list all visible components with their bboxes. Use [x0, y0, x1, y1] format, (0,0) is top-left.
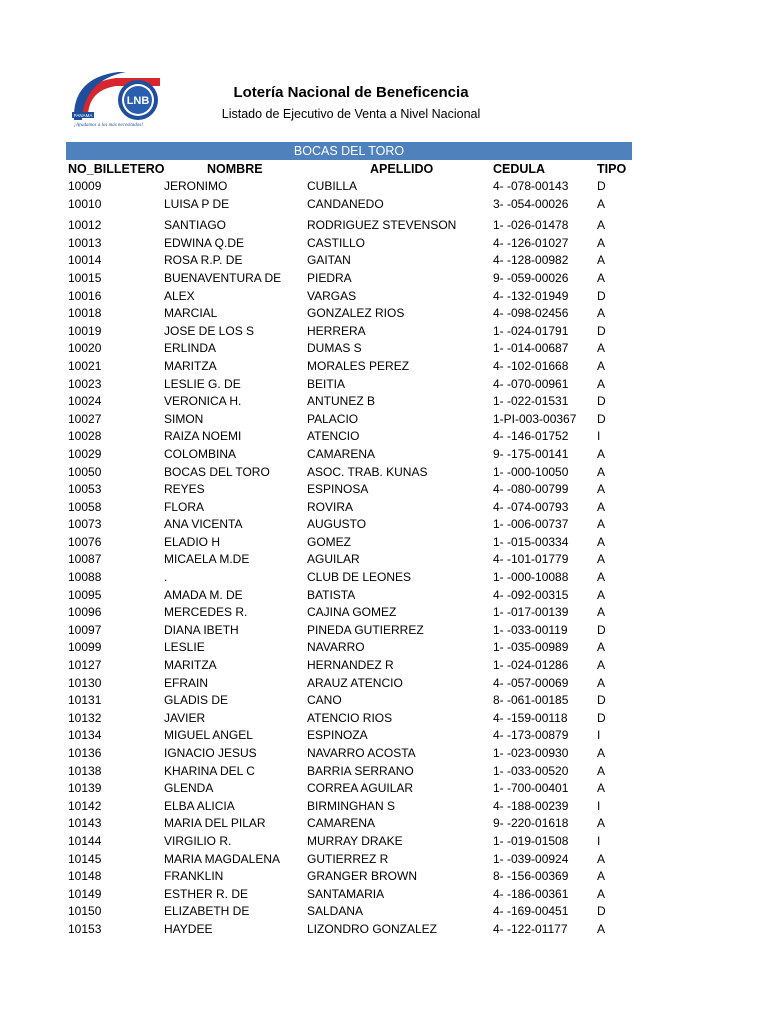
cell-tipo: A: [597, 640, 606, 655]
cell-tipo: I: [597, 728, 601, 743]
cell-apellido: CAMARENA: [307, 816, 376, 831]
cell-no-billetero: 10149: [68, 886, 102, 901]
table-row: [0, 851, 768, 869]
cell-cedula: 1- -700-00401: [493, 781, 569, 796]
cell-apellido: CORREA AGUILAR: [307, 781, 414, 796]
cell-nombre: ELIZABETH DE: [164, 904, 250, 919]
cell-no-billetero: 10053: [68, 482, 102, 497]
cell-no-billetero: 10150: [68, 904, 102, 919]
cell-apellido: DUMAS S: [307, 341, 362, 356]
cell-no-billetero: 10018: [68, 306, 102, 321]
cell-tipo: D: [597, 179, 606, 193]
cell-apellido: CAJINA GOMEZ: [307, 605, 397, 620]
cell-no-billetero: 10012: [68, 218, 102, 233]
cell-tipo: A: [597, 886, 606, 901]
cell-cedula: 3- -054-00026: [493, 196, 569, 211]
cell-cedula: 1- -022-01531: [493, 394, 569, 409]
column-header-cedula: CEDULA: [493, 162, 546, 176]
cell-nombre: MARIA MAGDALENA: [164, 851, 281, 866]
table-row: [0, 499, 768, 517]
cell-nombre: .: [164, 570, 168, 585]
table-row: [0, 745, 768, 763]
cell-apellido: GUTIERREZ R: [307, 851, 389, 866]
logo-text: LNB: [126, 95, 150, 107]
cell-apellido: AUGUSTO: [307, 517, 367, 532]
cell-nombre: RAIZA NOEMI: [164, 429, 242, 444]
cell-tipo: D: [597, 323, 606, 338]
cell-tipo: D: [597, 411, 606, 426]
cell-apellido: SALDANA: [307, 904, 364, 919]
cell-tipo: A: [597, 218, 606, 233]
lnb-logo: [70, 70, 166, 128]
cell-apellido: HERRERA: [307, 323, 366, 338]
table-row: [0, 780, 768, 798]
cell-apellido: GAITAN: [307, 253, 351, 268]
cell-cedula: 9- -220-01618: [493, 816, 569, 831]
table-row: [0, 639, 768, 657]
cell-apellido: ANTUNEZ B: [307, 394, 376, 409]
table-row: [0, 305, 768, 323]
cell-nombre: MARITZA: [164, 658, 217, 673]
cell-no-billetero: 10148: [68, 869, 102, 884]
cell-tipo: A: [597, 306, 606, 321]
table-row: [0, 481, 768, 499]
cell-cedula: 4- -146-01752: [493, 429, 569, 444]
cell-cedula: 4- -092-00315: [493, 587, 569, 602]
cell-tipo: A: [597, 921, 606, 936]
cell-apellido: MURRAY DRAKE: [307, 833, 403, 848]
cell-tipo: A: [597, 358, 606, 373]
cell-nombre: VERONICA H.: [164, 394, 242, 409]
cell-apellido: SANTAMARIA: [307, 886, 385, 901]
cell-apellido: HERNANDEZ R: [307, 658, 394, 673]
cell-cedula: 9- -059-00026: [493, 270, 569, 285]
cell-apellido: AGUILAR: [307, 552, 360, 567]
cell-tipo: A: [597, 763, 606, 778]
cell-no-billetero: 10153: [68, 921, 102, 936]
cell-cedula: 4- -101-01779: [493, 552, 569, 567]
cell-tipo: A: [597, 851, 606, 866]
cell-cedula: 1- -039-00924: [493, 851, 569, 866]
table-row: [0, 692, 768, 710]
cell-apellido: NAVARRO ACOSTA: [307, 746, 416, 760]
table-row: [0, 763, 768, 781]
cell-apellido: LIZONDRO GONZALEZ: [307, 921, 438, 936]
cell-nombre: MARIA DEL PILAR: [164, 816, 266, 831]
table-row: [0, 657, 768, 675]
cell-apellido: PIEDRA: [307, 270, 352, 285]
cell-cedula: 4- -173-00879: [493, 728, 569, 743]
column-header-no-billetero: NO_BILLETERO: [68, 162, 165, 176]
cell-apellido: NAVARRO: [307, 640, 365, 655]
cell-no-billetero: 10096: [68, 605, 102, 620]
cell-no-billetero: 10127: [68, 658, 102, 673]
cell-nombre: FLORA: [164, 499, 205, 514]
cell-nombre: MIGUEL ANGEL: [164, 728, 253, 743]
cell-no-billetero: 10029: [68, 446, 102, 461]
cell-cedula: 4- -132-01949: [493, 288, 569, 303]
cell-no-billetero: 10131: [68, 693, 102, 708]
cell-cedula: 4- -186-00361: [493, 886, 569, 901]
logo-label: PANAMA: [73, 113, 93, 118]
cell-no-billetero: 10143: [68, 816, 102, 831]
cell-tipo: D: [597, 622, 606, 637]
cell-cedula: 4- -126-01027: [493, 235, 569, 250]
cell-tipo: A: [597, 605, 606, 620]
cell-cedula: 1- -033-00520: [493, 763, 569, 778]
cell-cedula: 1- -015-00334: [493, 534, 569, 549]
cell-tipo: D: [597, 288, 606, 303]
cell-cedula: 1- -017-00139: [493, 605, 569, 620]
cell-tipo: D: [597, 904, 606, 919]
cell-no-billetero: 10095: [68, 587, 102, 602]
cell-no-billetero: 10016: [68, 288, 102, 303]
cell-apellido: BEITIA: [307, 376, 346, 391]
cell-cedula: 1- -000-10088: [493, 570, 569, 585]
cell-no-billetero: 10023: [68, 376, 102, 391]
cell-tipo: A: [597, 253, 606, 268]
cell-no-billetero: 10015: [68, 270, 102, 285]
table-row: [0, 833, 768, 851]
cell-apellido: PALACIO: [307, 411, 359, 426]
table-row: [0, 446, 768, 464]
cell-tipo: D: [597, 710, 606, 725]
cell-cedula: 4- -074-00793: [493, 499, 569, 514]
cell-nombre: KHARINA DEL C: [164, 763, 255, 778]
cell-cedula: 1-PI-003-00367: [493, 411, 577, 426]
cell-apellido: CLUB DE LEONES: [307, 570, 412, 585]
cell-cedula: 4- -102-01668: [493, 358, 569, 373]
cell-nombre: GLADIS DE: [164, 693, 229, 708]
cell-no-billetero: 10058: [68, 499, 102, 514]
cell-cedula: 4- -070-00961: [493, 376, 569, 391]
table-row: [0, 411, 768, 429]
cell-cedula: 1- -026-01478: [493, 218, 569, 233]
table-row: [0, 178, 768, 196]
table-row: [0, 270, 768, 288]
cell-cedula: 1- -035-00989: [493, 640, 569, 655]
cell-apellido: ESPINOZA: [307, 728, 368, 743]
cell-cedula: 4- -057-00069: [493, 675, 569, 690]
cell-apellido: CUBILLA: [307, 179, 358, 193]
cell-no-billetero: 10014: [68, 253, 102, 268]
cell-tipo: A: [597, 341, 606, 356]
cell-no-billetero: 10145: [68, 851, 102, 866]
cell-no-billetero: 10130: [68, 675, 102, 690]
table-row: [0, 815, 768, 833]
table-row: [0, 235, 768, 253]
cell-nombre: MICAELA M.DE: [164, 552, 250, 567]
page-title: Lotería Nacional de Beneficencia: [233, 84, 469, 101]
cell-nombre: REYES: [164, 482, 205, 497]
table-row: [0, 428, 768, 446]
cell-cedula: 4- -098-02456: [493, 306, 569, 321]
vendor-table: [0, 178, 768, 939]
table-row: [0, 516, 768, 534]
table-row: [0, 727, 768, 745]
cell-nombre: SIMON: [164, 411, 204, 426]
cell-no-billetero: 10027: [68, 411, 102, 426]
section-banner: BOCAS DEL TORO: [66, 142, 632, 160]
table-row: [0, 464, 768, 482]
cell-nombre: EFRAIN: [164, 675, 209, 690]
cell-tipo: A: [597, 446, 606, 461]
cell-tipo: A: [597, 587, 606, 602]
cell-nombre: FRANKLIN: [164, 869, 224, 884]
cell-no-billetero: 10088: [68, 570, 102, 585]
cell-apellido: CASTILLO: [307, 235, 366, 250]
table-row: [0, 340, 768, 358]
cell-cedula: 4- -188-00239: [493, 798, 569, 813]
cell-cedula: 1- -033-00119: [493, 622, 568, 637]
cell-apellido: ARAUZ ATENCIO: [307, 675, 403, 690]
cell-cedula: 1- -024-01286: [493, 658, 569, 673]
cell-tipo: A: [597, 746, 606, 760]
cell-tipo: D: [597, 693, 606, 708]
table-row: [0, 217, 768, 235]
cell-nombre: ERLINDA: [164, 341, 217, 356]
cell-cedula: 1- -023-00930: [493, 746, 569, 760]
cell-no-billetero: 10144: [68, 833, 102, 848]
cell-nombre: ANA VICENTA: [164, 517, 243, 532]
cell-tipo: A: [597, 658, 606, 673]
table-row: [0, 798, 768, 816]
cell-tipo: A: [597, 869, 606, 884]
table-row: [0, 921, 768, 939]
cell-no-billetero: 10024: [68, 394, 102, 409]
cell-no-billetero: 10136: [68, 746, 102, 760]
table-row: [0, 886, 768, 904]
cell-tipo: A: [597, 196, 606, 211]
table-row: [0, 587, 768, 605]
cell-nombre: HAYDEE: [164, 921, 213, 936]
cell-no-billetero: 10021: [68, 358, 102, 373]
cell-apellido: CAMARENA: [307, 446, 376, 461]
cell-cedula: 4- -122-01177: [493, 921, 568, 936]
cell-nombre: MARITZA: [164, 358, 217, 373]
table-row: [0, 569, 768, 587]
table-row: [0, 376, 768, 394]
cell-tipo: A: [597, 376, 606, 391]
cell-tipo: A: [597, 552, 606, 567]
cell-apellido: BARRIA SERRANO: [307, 763, 414, 778]
cell-no-billetero: 10099: [68, 640, 102, 655]
table-row: [0, 622, 768, 640]
cell-tipo: D: [597, 394, 606, 409]
cell-apellido: BIRMINGHAN S: [307, 798, 396, 813]
cell-no-billetero: 10132: [68, 710, 102, 725]
cell-cedula: 4- -159-00118: [493, 710, 568, 725]
cell-no-billetero: 10050: [68, 464, 102, 479]
cell-tipo: A: [597, 482, 606, 497]
cell-cedula: 8- -061-00185: [493, 693, 569, 708]
cell-apellido: ASOC. TRAB. KUNAS: [307, 464, 428, 479]
cell-nombre: MERCEDES R.: [164, 605, 248, 620]
cell-cedula: 4- -169-00451: [493, 904, 569, 919]
table-row: [0, 534, 768, 552]
cell-apellido: RODRIGUEZ STEVENSON: [307, 218, 457, 233]
table-row: [0, 675, 768, 693]
table-row: [0, 551, 768, 569]
cell-no-billetero: 10097: [68, 622, 102, 637]
cell-nombre: JOSE DE LOS S: [164, 323, 255, 338]
cell-no-billetero: 10073: [68, 517, 102, 532]
cell-apellido: MORALES PEREZ: [307, 358, 410, 373]
cell-tipo: A: [597, 235, 606, 250]
cell-nombre: LESLIE G. DE: [164, 376, 241, 391]
cell-nombre: IGNACIO JESUS: [164, 746, 257, 760]
cell-nombre: EDWINA Q.DE: [164, 235, 245, 250]
table-row: [0, 710, 768, 728]
cell-cedula: 1- -000-10050: [493, 464, 569, 479]
cell-cedula: 4- -128-00982: [493, 253, 569, 268]
table-row: [0, 252, 768, 270]
cell-apellido: VARGAS: [307, 288, 357, 303]
cell-apellido: ROVIRA: [307, 499, 354, 514]
cell-nombre: AMADA M. DE: [164, 587, 243, 602]
cell-nombre: COLOMBINA: [164, 446, 237, 461]
cell-nombre: DIANA IBETH: [164, 622, 239, 637]
cell-nombre: LUISA P DE: [164, 196, 230, 211]
cell-no-billetero: 10010: [68, 196, 102, 211]
cell-no-billetero: 10076: [68, 534, 102, 549]
cell-cedula: 1- -014-00687: [493, 341, 569, 356]
cell-no-billetero: 10142: [68, 798, 102, 813]
cell-tipo: A: [597, 816, 606, 831]
cell-tipo: A: [597, 570, 606, 585]
cell-no-billetero: 10138: [68, 763, 102, 778]
table-row: [0, 288, 768, 306]
cell-nombre: ALEX: [164, 288, 195, 303]
page-subtitle: Listado de Ejecutivo de Venta a Nivel Nacional: [221, 107, 481, 121]
cell-cedula: 1- -006-00737: [493, 517, 569, 532]
cell-apellido: ESPINOSA: [307, 482, 369, 497]
cell-apellido: GRANGER BROWN: [307, 869, 418, 884]
cell-nombre: ELADIO H: [164, 534, 221, 549]
cell-apellido: BATISTA: [307, 587, 356, 602]
cell-cedula: 1- -019-01508: [493, 833, 569, 848]
cell-no-billetero: 10134: [68, 728, 102, 743]
table-row: [0, 196, 768, 214]
table-row: [0, 358, 768, 376]
cell-tipo: I: [597, 798, 601, 813]
cell-tipo: A: [597, 499, 606, 514]
cell-tipo: A: [597, 464, 606, 479]
cell-no-billetero: 10019: [68, 323, 102, 338]
cell-cedula: 4- -078-00143: [493, 179, 569, 193]
cell-cedula: 8- -156-00369: [493, 869, 569, 884]
cell-apellido: GOMEZ: [307, 534, 351, 549]
table-row: [0, 903, 768, 921]
cell-nombre: GLENDA: [164, 781, 214, 796]
cell-nombre: ROSA R.P. DE: [164, 253, 243, 268]
cell-nombre: JERONIMO: [164, 179, 228, 193]
cell-apellido: CANDANEDO: [307, 196, 384, 211]
table-row: [0, 604, 768, 622]
cell-apellido: CANO: [307, 693, 342, 708]
cell-no-billetero: 10020: [68, 341, 102, 356]
cell-cedula: 4- -080-00799: [493, 482, 569, 497]
cell-tipo: A: [597, 534, 606, 549]
cell-nombre: SANTIAGO: [164, 218, 227, 233]
cell-tipo: A: [597, 675, 606, 690]
cell-no-billetero: 10013: [68, 235, 102, 250]
cell-no-billetero: 10139: [68, 781, 102, 796]
cell-apellido: ATENCIO RIOS: [307, 710, 393, 725]
column-header-tipo: TIPO: [597, 162, 627, 176]
cell-no-billetero: 10028: [68, 429, 102, 444]
cell-tipo: A: [597, 517, 606, 532]
cell-apellido: GONZALEZ RIOS: [307, 306, 405, 321]
cell-apellido: PINEDA GUTIERREZ: [307, 622, 424, 637]
cell-cedula: 1- -024-01791: [493, 323, 569, 338]
table-row: [0, 868, 768, 886]
cell-nombre: JAVIER: [164, 710, 206, 725]
cell-tipo: I: [597, 833, 601, 848]
cell-nombre: BOCAS DEL TORO: [164, 464, 270, 479]
cell-apellido: ATENCIO: [307, 429, 360, 444]
cell-no-billetero: 10009: [68, 179, 102, 193]
logo-slogan: ¡Ayudamos a los más necesitados!: [74, 123, 143, 128]
table-row: [0, 393, 768, 411]
cell-tipo: A: [597, 270, 606, 285]
cell-nombre: ELBA ALICIA: [164, 798, 235, 813]
cell-tipo: I: [597, 429, 601, 444]
cell-nombre: ESTHER R. DE: [164, 886, 249, 901]
table-row: [0, 323, 768, 341]
cell-nombre: BUENAVENTURA DE: [164, 270, 282, 285]
cell-nombre: VIRGILIO R.: [164, 833, 232, 848]
column-header-apellido: APELLIDO: [370, 162, 434, 176]
cell-tipo: A: [597, 781, 606, 796]
cell-no-billetero: 10087: [68, 552, 102, 567]
cell-nombre: LESLIE: [164, 640, 205, 655]
cell-nombre: MARCIAL: [164, 306, 218, 321]
column-header-nombre: NOMBRE: [207, 162, 263, 176]
cell-cedula: 9- -175-00141: [493, 446, 569, 461]
